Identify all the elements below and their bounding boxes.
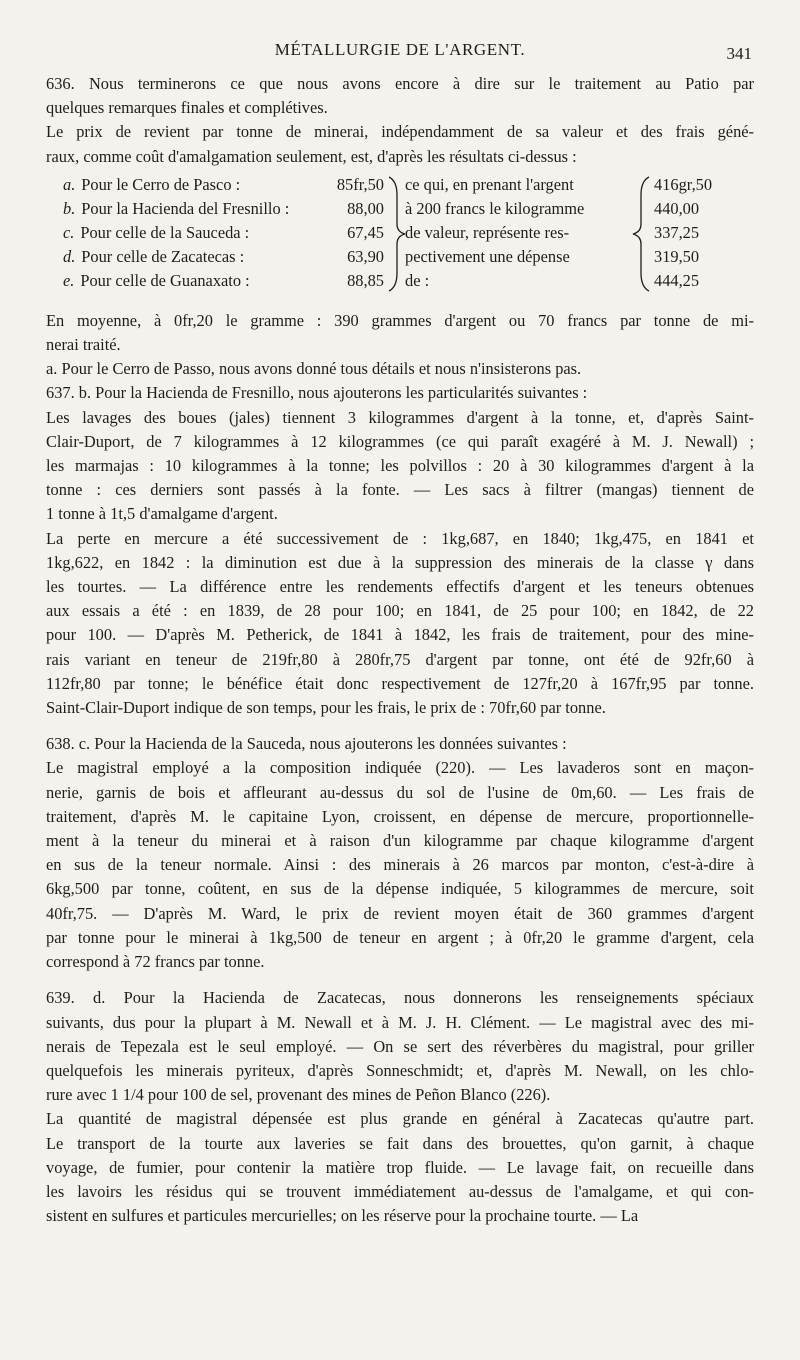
paragraph-p638b xyxy=(46,756,754,974)
silver-value: 416gr,50 xyxy=(654,174,713,194)
text-line: pour 100. — D'après M. Petherick, de 1841 à 1842, les frais de traitement, pour des mine- xyxy=(46,625,754,645)
text-line: aux essais a été : en 1839, de 28 pour 100; en 1841, de 25 pour 100; en 1842, de 22 xyxy=(46,601,754,621)
paragraph-p639b xyxy=(46,1107,754,1228)
text-line: 639. d. Pour la Hacienda de Zacatecas, nous donnerons les renseignements spéciaux xyxy=(46,988,754,1008)
row-label-text: Pour celle de la Sauceda : xyxy=(80,222,250,242)
text-line: raux, comme coût d'amalgamation seulement, est, d'après les résultats ci-dessus : xyxy=(46,146,577,166)
paragraph-p636a xyxy=(46,72,754,120)
text-line: 6kg,500 par tonne, coûtent, en sus de la dépense indiquée, 5 kilogrammes de mercure, soit xyxy=(46,879,754,899)
text-line: tonne : ces derniers sont passés à la fonte. — Les sacs à filtrer (mangas) tiennent de xyxy=(46,480,754,500)
page-number: 341 xyxy=(726,44,752,63)
silver-value: 319,50 xyxy=(654,246,700,266)
text-line: nerais de Tepezala est le seul employé. — On se sert des réverbères du magistral, pour griller xyxy=(46,1036,754,1056)
text-line: quelquefois les minerais pyriteux, d'après Sonneschmidt; et, d'après M. Newall, on les chlo- xyxy=(46,1060,754,1080)
paragraph-p636b xyxy=(46,120,754,168)
paragraph-p639a xyxy=(46,986,754,1107)
text-line: en sus de la teneur normale. Ainsi : des minerais à 26 marcos par monton, c'est-à-dire à xyxy=(46,855,754,875)
body-text xyxy=(46,72,754,1228)
page-header xyxy=(0,38,800,68)
row-label-text: Pour la Hacienda del Fresnillo : xyxy=(81,198,290,218)
text-line: traitement, d'après M. le capitaine Lyon, croissent, en dépense de mercure, proportionnelle- xyxy=(46,806,754,826)
text-line: 112fr,80 par tonne; le bénéfice était donc respectivement de 127fr,20 à 167fr,95 par tonne. xyxy=(46,673,754,693)
text-line: correspond à 72 francs par tonne. xyxy=(46,952,265,972)
text-line: Clair-Duport, de 7 kilogrammes à 12 kilogrammes (ce qui paraît exagéré à M. J. Newall) ; xyxy=(46,431,754,451)
paragraph-p637b xyxy=(46,406,754,527)
paragraph-p637a xyxy=(46,381,754,405)
row-letter: a. xyxy=(63,174,76,194)
silver-value: 337,25 xyxy=(654,222,700,242)
brace-text: pectivement une dépense xyxy=(405,246,570,266)
left-brace xyxy=(633,177,649,291)
text-line: voyage, de fumier, pour contenir la matière trop fluide. — Le lavage fait, on recueille dans xyxy=(46,1157,754,1177)
text-line: ment à la teneur du minerai et à raison d'un kilogramme par chaque kilogramme d'argent xyxy=(46,831,754,851)
cost-value: 88,85 xyxy=(347,270,384,290)
text-line: Le transport de la tourte aux laveries se fait dans des brouettes, qu'on garnit, à chaque xyxy=(46,1133,754,1153)
row-label-text: Pour le Cerro de Pasco : xyxy=(81,174,241,194)
row-letter: e. xyxy=(63,270,75,290)
text-line: nerai traité. xyxy=(46,335,121,355)
text-line: les tourtes. — La différence entre les rendements effectifs d'argent et les teneurs obtenues xyxy=(46,577,754,597)
text-line: La perte en mercure a été successivement de : 1kg,687, en 1840; 1kg,475, en 1841 et xyxy=(46,528,754,548)
cost-value: 85fr,50 xyxy=(336,174,384,194)
cost-value: 88,00 xyxy=(347,198,384,218)
row-letter: d. xyxy=(63,246,76,266)
table-braces xyxy=(46,173,754,299)
paragraph-p637c xyxy=(46,527,754,721)
text-line: 1kg,622, en 1842 : la diminution est due à la suppression des minerais de la classe γ dans xyxy=(46,552,754,572)
cost-table xyxy=(46,173,754,299)
paragraph-p636d xyxy=(46,357,754,381)
text-line: 40fr,75. — D'après M. Ward, le prix de revient moyen était de 360 grammes d'argent xyxy=(46,903,754,923)
right-brace xyxy=(389,177,405,291)
text-line: quelques remarques finales et complétives. xyxy=(46,98,328,118)
text-line: les lavoirs les résidus qui se trouvent immédiatement au-dessus de l'amalgame, et qui con- xyxy=(46,1181,754,1201)
row-label-text: Pour celle de Guanaxato : xyxy=(80,270,250,290)
brace-text: à 200 francs le kilogramme xyxy=(405,198,585,218)
text-line: Le prix de revient par tonne de minerai, indépendamment de sa valeur et des frais géné- xyxy=(46,122,754,142)
text-line: 638. c. Pour la Hacienda de la Sauceda, nous ajouterons les données suivantes : xyxy=(46,734,567,754)
silver-value: 440,00 xyxy=(654,198,700,218)
section-gap xyxy=(46,720,754,732)
text-line: les marmajas : 10 kilogrammes à la tonne; les polvillos : 20 à 30 kilogrammes d'argent à la xyxy=(46,456,754,476)
brace-text: de : xyxy=(405,270,430,290)
silver-value: 444,25 xyxy=(654,270,700,290)
text-line: 637. b. Pour la Hacienda de Fresnillo, nous ajouterons les particularités suivantes : xyxy=(46,383,588,403)
text-line: La quantité de magistral dépensée est plus grande en général à Zacatecas qu'autre part. xyxy=(46,1109,754,1129)
section-gap xyxy=(46,974,754,986)
paragraph-p638a xyxy=(46,732,754,756)
text-line: rais variant en teneur de 219fr,80 à 280fr,75 d'argent par tonne, ont été de 92fr,60 à xyxy=(46,649,754,669)
running-title: MÉTALLURGIE DE L'ARGENT. xyxy=(274,40,526,59)
cost-value: 63,90 xyxy=(347,246,384,266)
text-line: En moyenne, à 0fr,20 le gramme : 390 grammes d'argent ou 70 francs par tonne de mi- xyxy=(46,310,754,330)
paragraph-p636c xyxy=(46,309,754,357)
row-letter: b. xyxy=(63,198,76,218)
text-line: Le magistral employé a la composition indiquée (220). — Les lavaderos sont en maçon- xyxy=(46,758,754,778)
text-line: a. Pour le Cerro de Passo, nous avons donné tous détails et nous n'insisterons pas. xyxy=(46,359,582,379)
text-line: suivants, dus pour la plupart à M. Newall et à M. J. H. Clément. — Le magistral avec des mi- xyxy=(46,1012,754,1032)
cost-value: 67,45 xyxy=(347,222,384,242)
text-line: nerie, garnis de bois et affleurant au-dessus du sol de l'usine de 0m,60. — Les frais de xyxy=(46,782,754,802)
brace-text: ce qui, en prenant l'argent xyxy=(405,174,574,194)
text-line: 1 tonne à 1t,5 d'amalgame d'argent. xyxy=(46,504,278,524)
text-line: par tonne pour le minerai à 1kg,500 de teneur en argent ; à 0fr,20 le gramme d'argent, cela xyxy=(46,927,754,947)
row-letter: c. xyxy=(63,222,75,242)
brace-text: de valeur, représente res- xyxy=(405,222,570,242)
text-line: 636. Nous terminerons ce que nous avons encore à dire sur le traitement au Patio par xyxy=(46,74,754,93)
text-line: Les lavages des boues (jales) tiennent 3 kilogrammes d'argent à la tonne, et, d'après Saint- xyxy=(46,407,754,427)
text-line: rure avec 1 1/4 pour 100 de sel, provenant des mines de Peñon Blanco (226). xyxy=(46,1085,551,1105)
text-line: Saint-Clair-Duport indique de son temps, pour les frais, le prix de : 70fr,60 par tonne. xyxy=(46,698,606,718)
text-line: sistent en sulfures et particules mercurielles; on les réserve pour la prochaine tourte. — La xyxy=(46,1206,639,1226)
row-label-text: Pour celle de Zacatecas : xyxy=(81,246,245,266)
